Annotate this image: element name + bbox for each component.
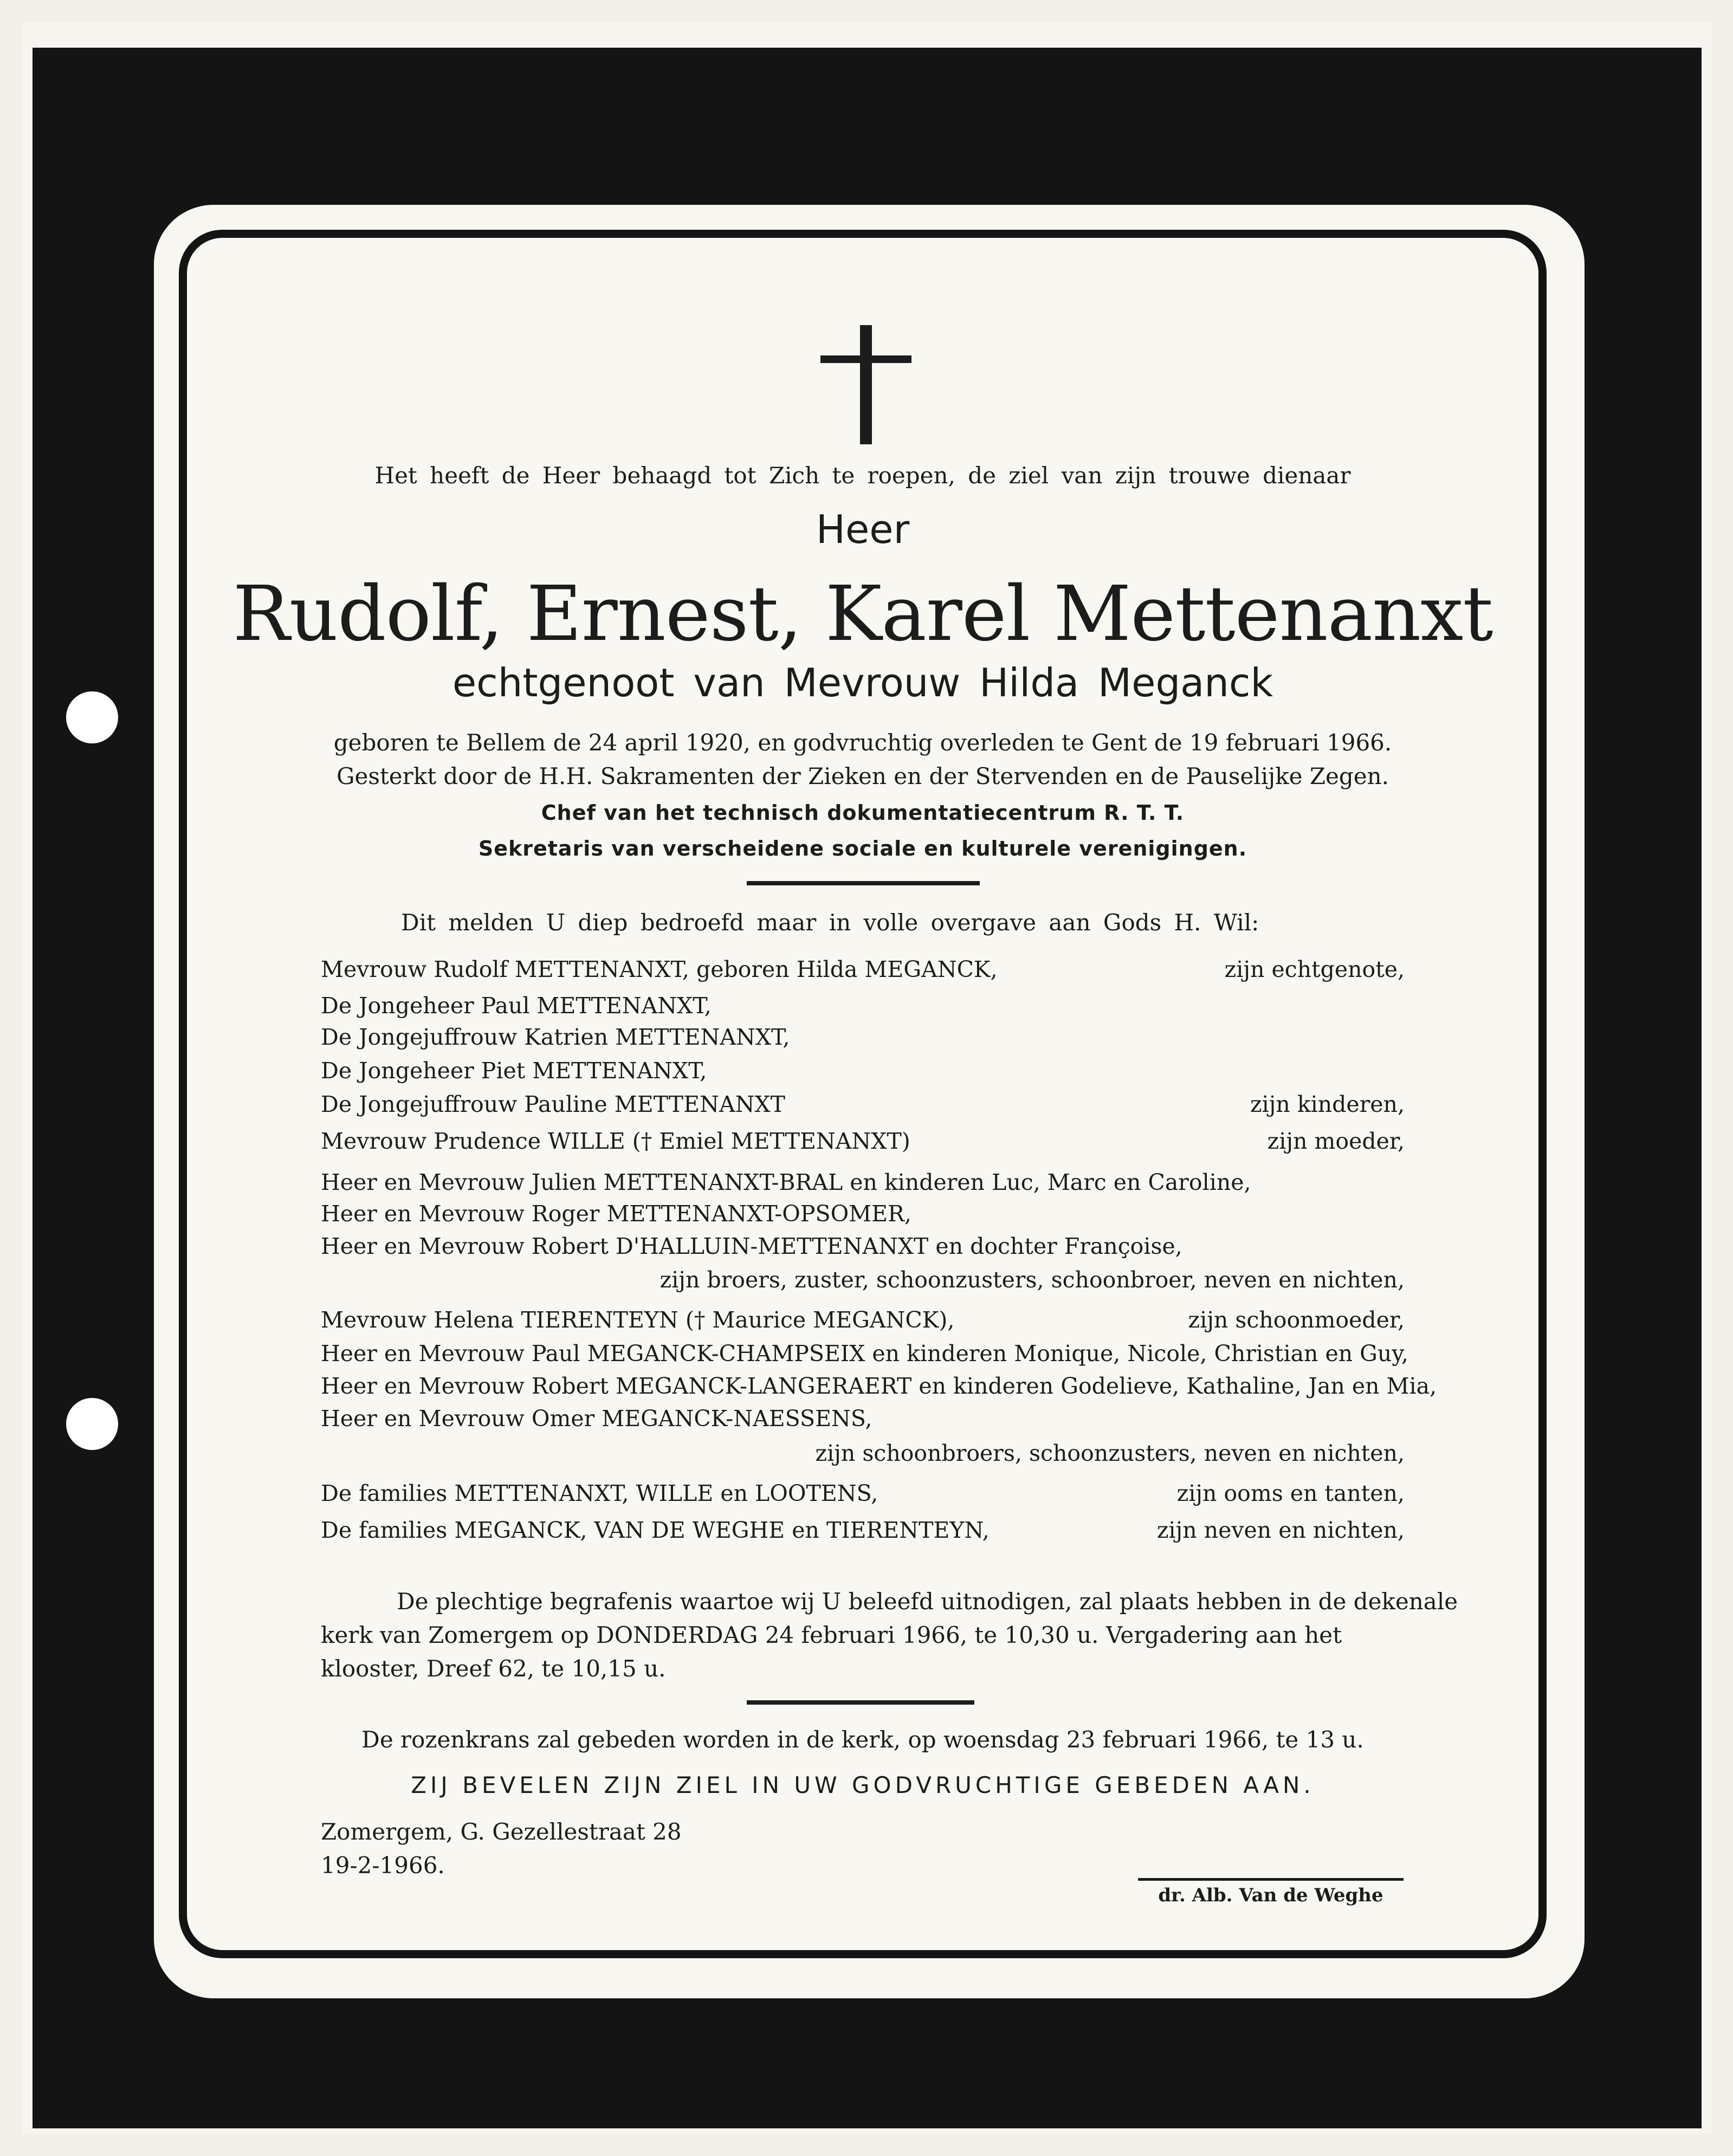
family-name: De families METTENANXT, WILLE en LOOTENS,: [321, 1480, 878, 1506]
family-row: [321, 1128, 1405, 1158]
role-line-1: Chef van het technisch dokumentatiecentrum R. T. T.: [541, 801, 1185, 825]
family-row: [321, 1024, 1405, 1054]
family-relation: zijn broers, zuster, schoonzusters, schoonbroer, neven en nichten,: [659, 1267, 1405, 1293]
family-name: Heer en Mevrouw Robert MEGANCK-LANGERAERT en kinderen Godelieve, Kathaline, Jan en Mia,: [321, 1373, 1437, 1399]
family-relation: zijn moeder,: [1267, 1128, 1405, 1154]
family-relation: zijn neven en nichten,: [1156, 1517, 1405, 1543]
family-row: [321, 1233, 1405, 1264]
rosary-line: De rozenkrans zal gebeden worden in de kerk, op woensdag 23 februari 1966, te 13 u.: [361, 1726, 1364, 1753]
cross-vertical-bar: [860, 325, 872, 444]
family-row: [321, 1373, 1437, 1403]
deceased-name: Rudolf, Ernest, Karel Mettenanxt: [232, 570, 1493, 658]
printer-rule: [1138, 1878, 1404, 1881]
funeral-line: kerk van Zomergem op DONDERDAG 24 februari 1966, te 10,30 u. Vergadering aan het: [321, 1622, 1342, 1648]
family-name: Heer en Mevrouw Julien METTENANXT-BRAL en kinderen Luc, Marc en Caroline,: [321, 1169, 1251, 1195]
intro-text: Het heeft de Heer behaagd tot Zich te roepen, de ziel van zijn trouwe dienaar: [374, 462, 1351, 489]
divider-rule-1: [747, 881, 980, 885]
family-name: De Jongeheer Paul METTENANXT,: [321, 993, 712, 1019]
family-row: [321, 1169, 1405, 1200]
family-row: [321, 1201, 1405, 1231]
family-relation: zijn kinderen,: [1250, 1091, 1405, 1117]
spouse-line: echtgenoot van Mevrouw Hilda Meganck: [452, 660, 1273, 705]
family-row: [321, 956, 1405, 987]
family-name: De Jongejuffrouw Katrien METTENANXT,: [321, 1024, 790, 1050]
family-row: [321, 1517, 1405, 1548]
funeral-line: klooster, Dreef 62, te 10,15 u.: [321, 1655, 666, 1682]
role-line-2: Sekretaris van verscheidene sociale en kulturele verenigingen.: [478, 837, 1247, 860]
family-relation: zijn ooms en tanten,: [1176, 1480, 1405, 1506]
family-row: [321, 1267, 1405, 1297]
family-row: [321, 1440, 1405, 1471]
family-name: Mevrouw Helena TIERENTEYN († Maurice MEGANCK),: [321, 1307, 955, 1333]
punch-hole-top: [66, 691, 118, 743]
honorific: Heer: [816, 507, 910, 552]
family-row: [321, 1091, 1405, 1122]
announcement-line: Dit melden U diep bedroefd maar in volle overgave aan Gods H. Wil:: [401, 909, 1259, 936]
family-name: Heer en Mevrouw Omer MEGANCK-NAESSENS,: [321, 1406, 872, 1432]
family-row: [321, 1058, 1405, 1088]
family-name: Heer en Mevrouw Roger METTENANXT-OPSOMER,: [321, 1201, 912, 1227]
family-name: Mevrouw Rudolf METTENANXT, geboren Hilda MEGANCK,: [321, 956, 998, 982]
family-name: De families MEGANCK, VAN DE WEGHE en TIERENTEYN,: [321, 1517, 990, 1543]
family-row: [321, 1341, 1409, 1371]
date-line: 19-2-1966.: [321, 1852, 445, 1879]
family-name: Heer en Mevrouw Paul MEGANCK-CHAMPSEIX en kinderen Monique, Nicole, Christian en Guy,: [321, 1341, 1409, 1367]
family-name: De Jongejuffrouw Pauline METTENANXT: [321, 1091, 785, 1117]
family-row: [321, 1307, 1405, 1337]
prayer-request: ZIJ BEVELEN ZIJN ZIEL IN UW GODVRUCHTIGE GEBEDEN AAN.: [411, 1772, 1315, 1798]
cross-horizontal-bar: [820, 355, 911, 363]
family-name: Heer en Mevrouw Robert D'HALLUIN-METTENANXT en dochter Françoise,: [321, 1233, 1182, 1259]
punch-hole-bottom: [66, 1398, 118, 1450]
family-relation: zijn schoonmoeder,: [1188, 1307, 1405, 1333]
family-row: [321, 1406, 1405, 1436]
divider-rule-2: [747, 1700, 974, 1705]
birth-death-line: geboren te Bellem de 24 april 1920, en godvruchtig overleden te Gent de 19 februari 1966.: [333, 729, 1392, 756]
family-relation: zijn echtgenote,: [1224, 956, 1405, 982]
printer-credit: dr. Alb. Van de Weghe: [1158, 1885, 1383, 1906]
family-name: De Jongeheer Piet METTENANXT,: [321, 1058, 707, 1084]
family-relation: zijn schoonbroers, schoonzusters, neven en nichten,: [815, 1440, 1405, 1466]
family-row: [321, 993, 1405, 1023]
address-line: Zomergem, G. Gezellestraat 28: [321, 1818, 682, 1845]
family-name: Mevrouw Prudence WILLE († Emiel METTENANXT): [321, 1128, 910, 1154]
family-row: [321, 1480, 1405, 1511]
funeral-line: De plechtige begrafenis waartoe wij U beleefd uitnodigen, zal plaats hebben in de dekenale: [397, 1588, 1458, 1615]
funeral-paragraph: [321, 1585, 1458, 1686]
sacraments-line: Gesterkt door de H.H. Sakramenten der Zieken en der Stervenden en de Pauselijke Zegen.: [336, 763, 1389, 789]
